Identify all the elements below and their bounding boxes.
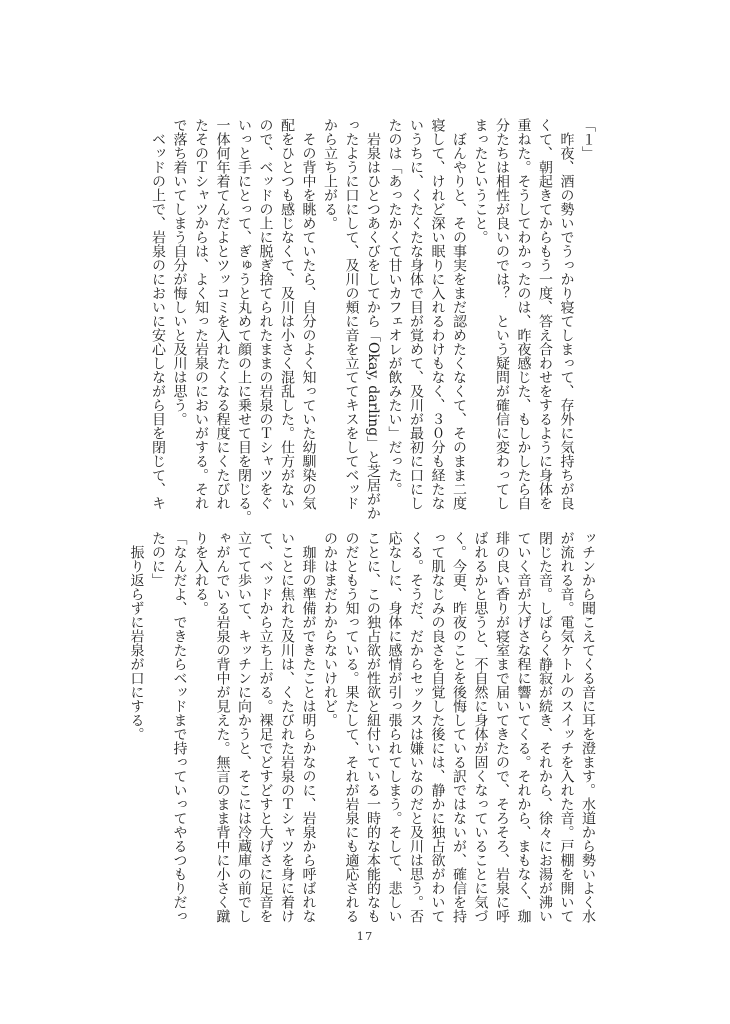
text-line: ぼんやりと、その事実をまだ認めたくなくて、そのまま二度 — [451, 118, 467, 510]
text-line: って肌なじみの良さを自覚した後には、静かに独占欲がわいて — [429, 531, 446, 923]
text-line: ベッドの上で、岩泉のにおいに安心しながら目を閉じて、キ — [150, 118, 166, 510]
text-line: 「なんだよ、できたらベッドまで持っていってやるつもりだっ — [171, 531, 188, 923]
text-line: 琲の良い香りが寝室まで届いてきたので、そろそろ、岩泉に呼 — [494, 531, 510, 923]
text-line: ていく音が大げさな程に響いてくる。それから、まもなく、珈 — [515, 531, 532, 923]
text-line: で落ち着いてしまう自分が悔しいと及川は思う。 — [171, 118, 188, 426]
text-line: りを入れる。 — [193, 531, 209, 615]
text-line: くて、朝起きてからもう一度、答え合わせをするように身体を — [537, 118, 553, 510]
text-line: 応なしに、身体に感情が引っ張られてしまう。そして、悲しい — [386, 531, 403, 923]
text-line: ばれるかと思うと、不自然に身体が固くなっていることに気づ — [472, 531, 489, 923]
text-line: ので、ベッドの上に脱ぎ捨てられたままの岩泉のＴシャツをぐ — [257, 118, 274, 510]
text-line: たのは「あったかくて甘いカフェオレが飲みたい」だった。 — [386, 118, 403, 496]
text-line: 珈琲の準備ができたことは明らかなのに、岩泉から呼ばれな — [300, 531, 317, 923]
text-line: く。今更、昨夜のことを後悔している訳ではないが、確信を持 — [451, 531, 467, 923]
text-line: て、ベッドから立ち上がる。裸足でどすどすと大げさに足音を — [257, 531, 274, 923]
text-line: のかはまだわからないけれど。 — [322, 531, 338, 727]
text-line: 岩泉はひとつあくびをしてから「Okay, darling」と芝居がか — [365, 118, 381, 521]
text-line: 昨夜、酒の勢いでうっかり寝てしまって、存外に気持ちが良 — [558, 118, 575, 510]
text-line: のだともう知っている。果たして、それが岩泉にも適応される — [343, 531, 360, 923]
text-line: 寝して、けれど深い眠りに入れるわけもなく、３０分も経たな — [429, 118, 446, 510]
text-line: ったように口にして、及川の頬に音を立ててキスをしてベッド — [343, 118, 360, 510]
text-line: いっと手にとって、ぎゅうと丸めて顔の上に乗せて目を閉じる。 — [236, 118, 252, 524]
text-line: まったということ。 — [472, 118, 489, 244]
text-line: 配をひとつも感じなくて、及川は小さく混乱した。仕方がない — [279, 118, 295, 510]
text-line: たそのＴシャツからは、よく知った岩泉のにおいがする。それ — [193, 118, 209, 510]
page-number: 17 — [356, 929, 374, 943]
text-line: いことに焦れた及川は、くたびれた岩泉のＴシャツを身に着け — [279, 531, 295, 923]
text-line: いうちに、くたくたな身体で目が覚めて、及川が最初に口にし — [408, 118, 424, 510]
text-line: ことに、この独占欲が性欲と紐付いている一時的な本能的なも — [365, 531, 381, 923]
text-line: 閉じた音。しばらく静寂が続き、それから、徐々にお湯が沸い — [537, 531, 553, 923]
text-line: その背中を眺めていたら、自分のよく知っていた幼馴染の気 — [300, 118, 317, 510]
text-block-bottom — [125, 531, 598, 925]
text-line: 立てて歩いて、キッチンに向かうと、そこには冷蔵庫の前でし — [236, 531, 252, 923]
text-line: くる。そうだ、だからセックスは嫌いなのだと及川は思う。否 — [408, 531, 424, 923]
text-block-top — [147, 118, 599, 524]
text-line: から立ち上がる。 — [322, 118, 338, 230]
text-line: 「１」 — [580, 118, 596, 160]
text-line: 分たちは相性が良いのでは？ という疑問が確信に変わってし — [494, 118, 510, 510]
text-line: ゃがんでいる岩泉の背中が見えた。無言のまま背中に小さく蹴 — [214, 531, 231, 923]
text-line: 一体何年着てんだよとツッコミを入れたくなる程度にくたびれ — [214, 118, 231, 510]
text-line: ッチンから聞こえてくる音に耳を澄ます。水道から勢いよく水 — [580, 531, 596, 923]
text-line: が流れる音。電気ケトルのスイッチを入れた音。戸棚を開いて — [558, 531, 575, 923]
text-line: 重ねた。そうしてわかったのは、昨夜感じた、もしかしたら自 — [515, 118, 532, 510]
text-line: たのに」 — [150, 531, 166, 587]
text-line: 振り返らずに岩泉が口にする。 — [128, 531, 145, 741]
